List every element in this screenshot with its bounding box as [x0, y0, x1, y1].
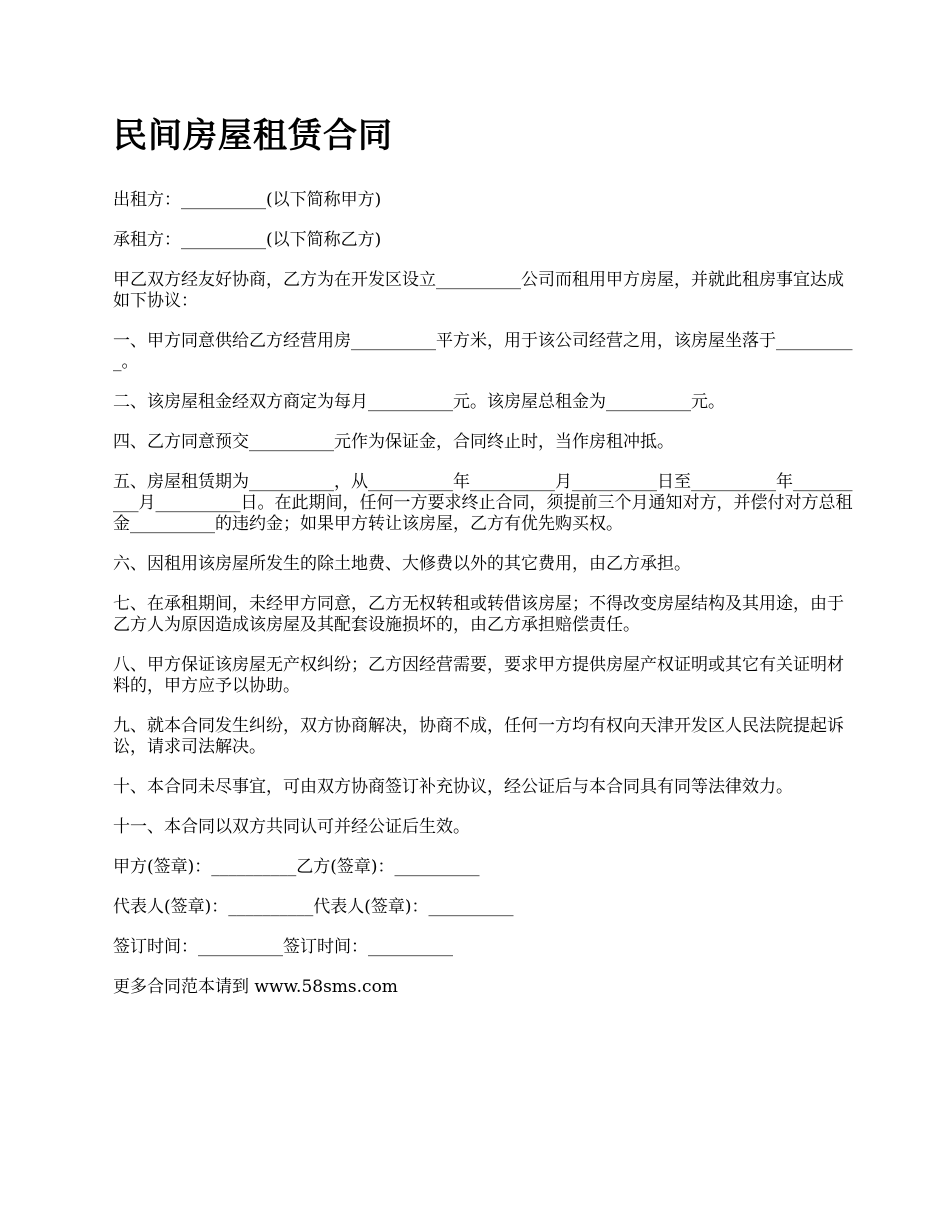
clause-11: 十一、本合同以双方共同认可并经公证后生效。	[113, 817, 470, 837]
document-page	[113, 112, 858, 1017]
preamble-paragraph: 甲乙双方经友好协商，乙方为在开发区设立__________公司而租用甲方房屋，并就此租房事宜达成如下协议：	[113, 270, 844, 311]
clause-9: 九、就本合同发生纠纷，双方协商解决，协商不成，任何一方均有权向天津开发区人民法院提起诉讼，请求司法解决。	[113, 716, 844, 757]
signing-date-line: 签订时间：__________签订时间：__________	[113, 937, 453, 957]
clause-10: 十、本合同未尽事宜，可由双方协商签订补充协议，经公证后与本合同具有同等法律效力。	[113, 777, 793, 797]
lessor-line: 出租方：__________(以下简称甲方)	[113, 190, 382, 210]
signature-line-parties: 甲方(签章)：__________乙方(签章)：__________	[113, 857, 480, 877]
clause-2: 二、该房屋租金经双方商定为每月__________元。该房屋总租金为__________元。	[113, 392, 725, 412]
lessee-line: 承租方：__________(以下简称乙方)	[113, 230, 382, 250]
clause-6: 六、因租用该房屋所发生的除土地费、大修费以外的其它费用，由乙方承担。	[113, 554, 691, 574]
clause-7: 七、在承租期间，未经甲方同意，乙方无权转租或转借该房屋；不得改变房屋结构及其用途，由于乙方人为原因造成该房屋及其配套设施损坏的，由乙方承担赔偿责任。	[113, 594, 844, 635]
footer-link-text: 更多合同范本请到 www.58sms.com	[113, 977, 398, 997]
clause-1: 一、甲方同意供给乙方经营用房__________平方米，用于该公司经营之用，该房屋坐落于__________。	[113, 331, 853, 372]
signature-line-representatives: 代表人(签章)：__________代表人(签章)：__________	[113, 897, 514, 917]
clause-8: 八、甲方保证该房屋无产权纠纷；乙方因经营需要，要求甲方提供房屋产权证明或其它有关证明材料的，甲方应予以协助。	[113, 655, 844, 696]
clause-4: 四、乙方同意预交__________元作为保证金，合同终止时，当作房租冲抵。	[113, 432, 674, 452]
document-title: 民间房屋租赁合同	[113, 116, 393, 156]
clause-5: 五、房屋租赁期为__________，从__________年__________月__________日至__________年__________月__________日。在此期间，任何一方要求终止合同，须提前三个月通知对方，并偿付对方总租金__________的违约金；如果甲方转让该房屋，乙方有优先购买权。	[113, 472, 853, 534]
